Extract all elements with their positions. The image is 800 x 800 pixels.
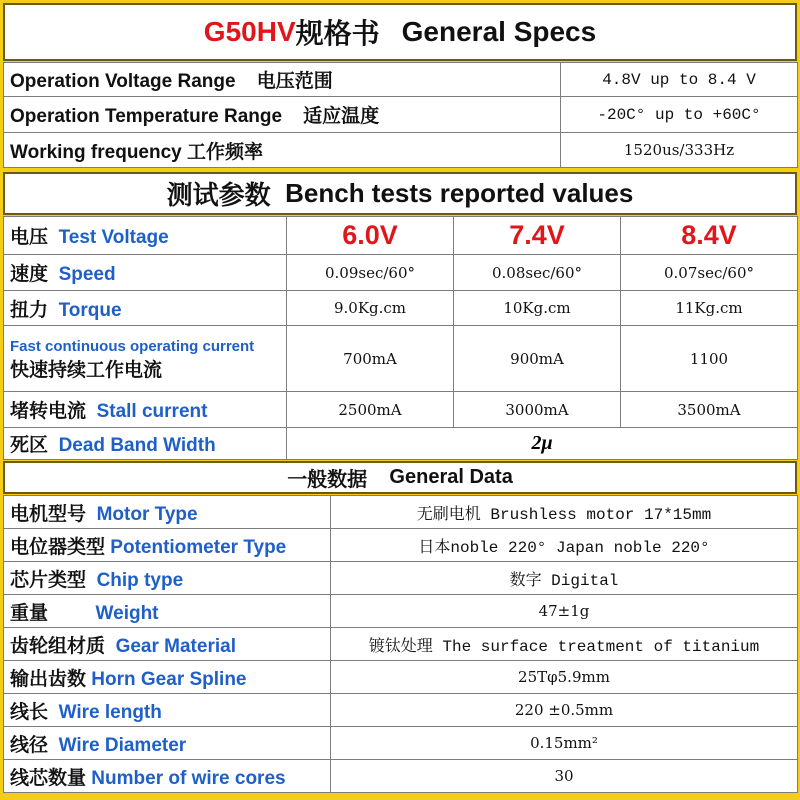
data-row <box>4 562 798 595</box>
voltage-row <box>4 217 798 255</box>
data-row <box>4 694 798 727</box>
deadband-label-en: Dead Band Width <box>58 435 216 456</box>
data-label-en: Gear Material <box>115 635 236 657</box>
bench-value: 0.08sec/60° <box>454 255 621 291</box>
spec-row <box>4 97 798 133</box>
data-label <box>4 628 331 661</box>
data-row <box>4 529 798 562</box>
data-label-cn: 芯片类型 <box>10 569 87 591</box>
deadband-label <box>4 428 287 460</box>
title-band <box>3 3 797 61</box>
data-label-en: Horn Gear Spline <box>91 668 247 690</box>
voltage-label <box>4 217 287 255</box>
stall-label-en: Stall current <box>96 401 208 422</box>
bench-label-en: Torque <box>58 299 122 321</box>
data-value: 无刷电机 Brushless motor 17*15mm <box>331 496 798 529</box>
current-label-cn: 快速持续工作电流 <box>10 359 163 381</box>
bench-value: 9.0Kg.cm <box>287 291 454 326</box>
data-value: 30 <box>331 760 798 793</box>
data-label-cn: 电机型号 <box>10 503 87 525</box>
bench-header-en: Bench tests reported values <box>285 178 634 208</box>
data-label-en: Chip type <box>96 569 184 591</box>
spec-label <box>4 63 561 97</box>
data-label-cn: 线长 <box>10 701 49 723</box>
stall-row <box>4 392 798 428</box>
current-value: 1100 <box>621 326 798 392</box>
stall-value: 2500mA <box>287 392 454 428</box>
data-row <box>4 628 798 661</box>
deadband-row <box>4 428 798 460</box>
general-data-header-cn: 一般数据 <box>287 469 368 491</box>
current-label <box>4 326 287 392</box>
spec-label-cn: 适应温度 <box>303 106 380 127</box>
deadband-value: 2μ <box>287 428 798 460</box>
bench-row <box>4 255 798 291</box>
bench-value: 11Kg.cm <box>621 291 798 326</box>
bench-table <box>3 216 798 460</box>
data-label-cn: 线径 <box>10 734 49 756</box>
voltage-value: 8.4V <box>621 217 798 255</box>
data-label <box>4 562 331 595</box>
bench-label <box>4 255 287 291</box>
bench-label-cn: 扭力 <box>10 299 49 321</box>
data-row <box>4 760 798 793</box>
bench-label <box>4 291 287 326</box>
data-row <box>4 595 798 628</box>
voltage-value: 7.4V <box>454 217 621 255</box>
stall-label <box>4 392 287 428</box>
spec-value: -20C° up to +60C° <box>561 97 798 133</box>
spec-label-cn: 工作频率 <box>187 141 264 163</box>
data-label-cn: 输出齿数 <box>10 668 87 690</box>
spec-label-en: Working frequency <box>10 141 182 163</box>
data-label <box>4 760 331 793</box>
data-value: 镀钛处理 The surface treatment of titanium <box>331 628 798 661</box>
current-label-en: Fast continuous operating current <box>10 337 255 355</box>
data-row <box>4 661 798 694</box>
current-value: 700mA <box>287 326 454 392</box>
stall-value: 3000mA <box>454 392 621 428</box>
model-name: G50HV <box>203 16 296 47</box>
general-data-table <box>3 495 798 793</box>
title-cn: 规格书 <box>295 18 380 49</box>
deadband-label-cn: 死区 <box>10 435 49 456</box>
bench-value: 10Kg.cm <box>454 291 621 326</box>
stall-label-cn: 堵转电流 <box>10 401 87 422</box>
data-value: 数字 Digital <box>331 562 798 595</box>
current-value: 900mA <box>454 326 621 392</box>
data-label <box>4 727 331 760</box>
data-label-en: Weight <box>95 602 159 624</box>
general-specs-table <box>3 62 798 168</box>
bench-row <box>4 291 798 326</box>
data-row <box>4 727 798 760</box>
data-label-en: Wire Diameter <box>58 734 187 756</box>
data-label-en: Potentiometer Type <box>110 536 287 558</box>
spec-label-en: Operation Voltage Range <box>10 71 236 92</box>
spec-label <box>4 133 561 168</box>
stall-value: 3500mA <box>621 392 798 428</box>
voltage-label-cn: 电压 <box>10 227 49 248</box>
data-value: 0.15mm² <box>331 727 798 760</box>
general-data-header-en: General Data <box>389 466 513 488</box>
data-label <box>4 496 331 529</box>
data-label <box>4 595 331 628</box>
data-label-cn: 电位器类型 <box>10 536 106 558</box>
data-label <box>4 529 331 562</box>
data-label <box>4 661 331 694</box>
data-row <box>4 496 798 529</box>
data-label-en: Number of wire cores <box>91 767 286 789</box>
spec-row <box>4 133 798 168</box>
current-row <box>4 326 798 392</box>
data-label-en: Motor Type <box>96 503 198 525</box>
bench-value: 0.09sec/60° <box>287 255 454 291</box>
spec-value: 1520us/333Hz <box>561 133 798 168</box>
spec-value: 4.8V up to 8.4 V <box>561 63 798 97</box>
data-value: 日本noble 220° Japan noble 220° <box>331 529 798 562</box>
data-label <box>4 694 331 727</box>
bench-label-cn: 速度 <box>10 264 49 285</box>
title-en: General Specs <box>401 16 597 47</box>
voltage-value: 6.0V <box>287 217 454 255</box>
bench-header <box>3 172 797 215</box>
data-value: 47±1g <box>331 595 798 628</box>
spec-row <box>4 63 798 97</box>
voltage-label-en: Test Voltage <box>58 227 169 248</box>
spec-label <box>4 97 561 133</box>
spec-label-cn: 电压范围 <box>256 71 333 92</box>
general-data-header <box>3 461 797 494</box>
data-label-en: Wire length <box>58 701 162 723</box>
data-label-cn: 重量 <box>10 602 49 624</box>
bench-header-cn: 测试参数 <box>166 180 271 210</box>
bench-value: 0.07sec/60° <box>621 255 798 291</box>
data-value: 25Tφ5.9mm <box>331 661 798 694</box>
data-value: 220 ±0.5mm <box>331 694 798 727</box>
data-label-cn: 齿轮组材质 <box>10 635 106 657</box>
data-label-cn: 线芯数量 <box>10 767 87 789</box>
bench-label-en: Speed <box>58 264 116 285</box>
spec-label-en: Operation Temperature Range <box>10 106 283 127</box>
